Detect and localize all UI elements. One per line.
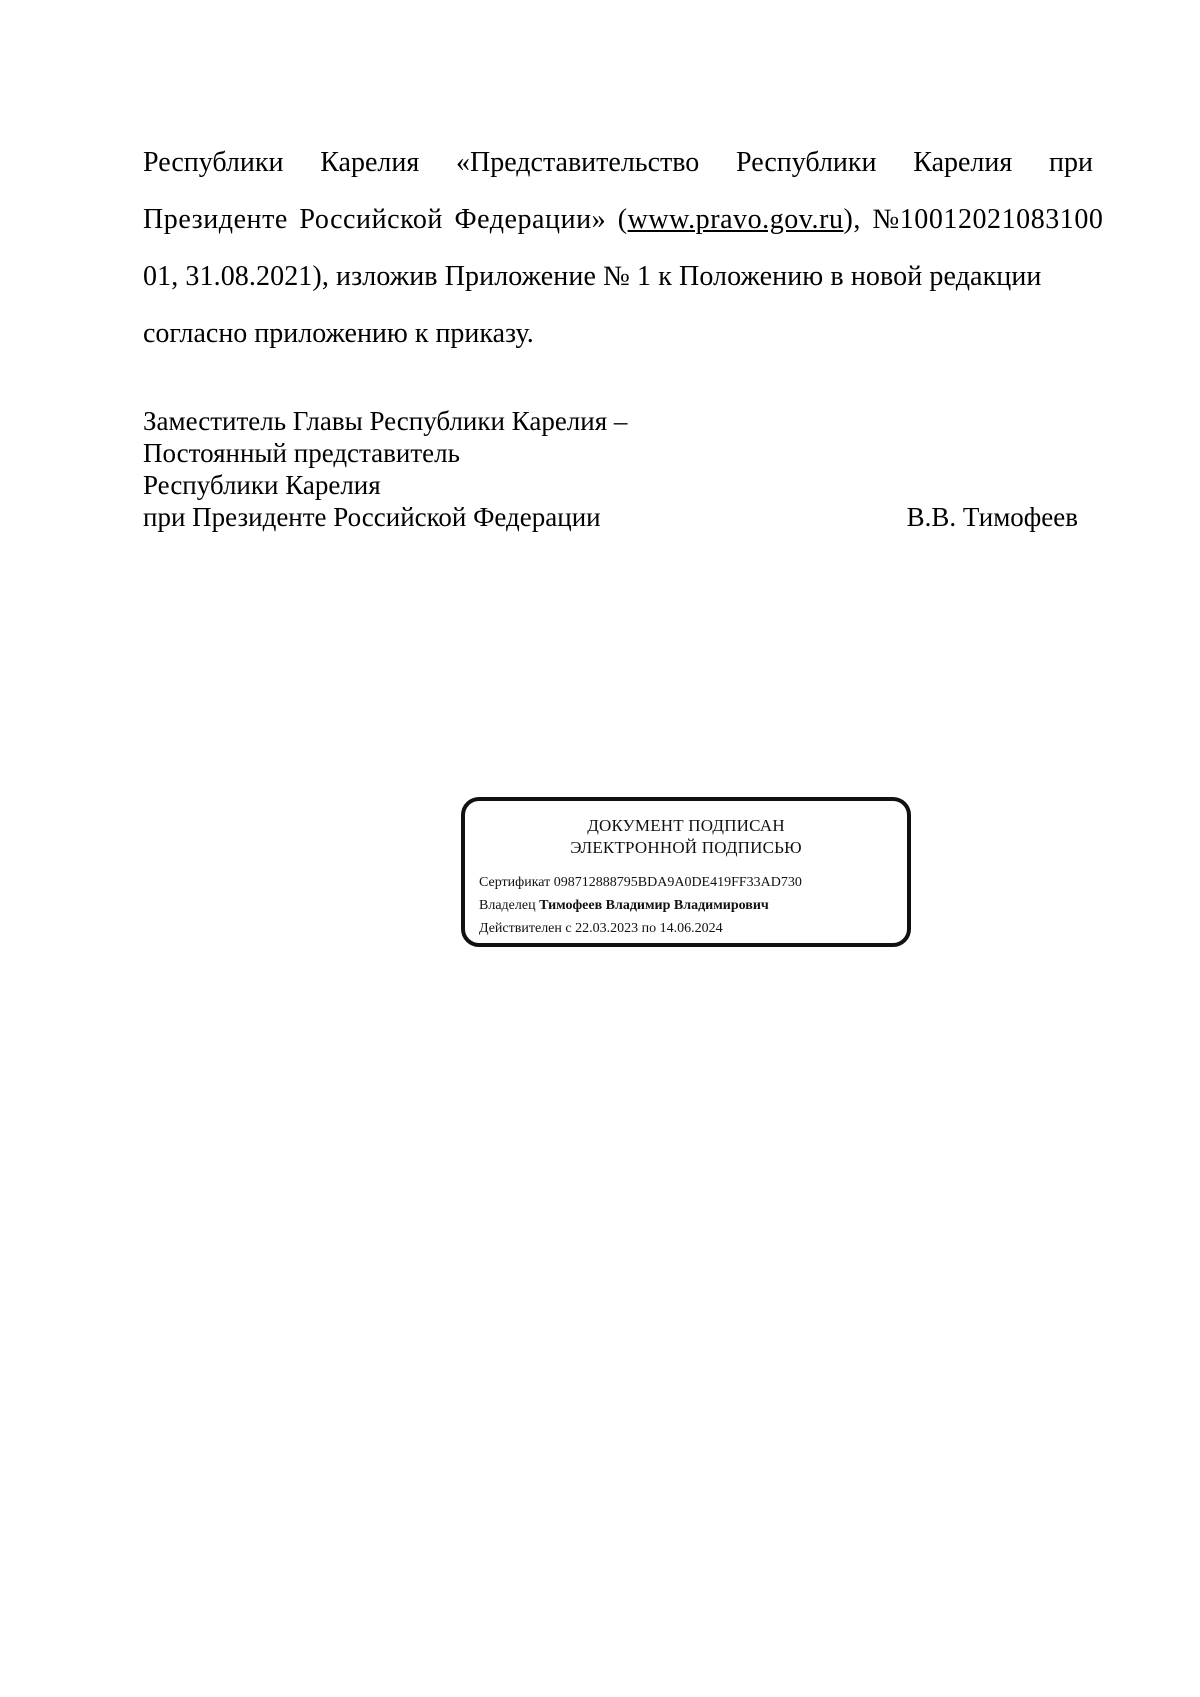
body-line-3 xyxy=(143,247,1093,307)
stamp-valid-from: 22.03.2023 xyxy=(575,921,639,936)
stamp-certificate-label: Сертификат xyxy=(479,875,551,890)
electronic-signature-stamp xyxy=(461,797,911,947)
stamp-valid-to: 14.06.2024 xyxy=(659,921,723,936)
stamp-certificate-row xyxy=(479,873,802,893)
signatory-title-line-1: Заместитель Главы Республики Карелия – xyxy=(143,406,628,436)
signatory-title-line-4: при Президенте Российской Федерации xyxy=(143,502,601,532)
body-word: при xyxy=(1049,147,1093,178)
body-word: Карелия xyxy=(913,147,1013,178)
body-word: Республики xyxy=(736,147,877,178)
body-text: согласно приложению к приказу. xyxy=(143,318,534,349)
body-line-1 xyxy=(143,133,1093,193)
stamp-validity-row xyxy=(479,919,723,939)
stamp-owner-label: Владелец xyxy=(479,898,536,913)
signatory-title-line-2: Постоянный представитель xyxy=(143,438,460,468)
stamp-valid-label: Действителен с xyxy=(479,921,572,936)
stamp-title-line-2: ЭЛЕКТРОННОЙ ПОДПИСЬЮ xyxy=(570,838,802,857)
stamp-title-line-1: ДОКУМЕНТ ПОДПИСАН xyxy=(587,816,785,835)
signatory-title-line-3: Республики Карелия xyxy=(143,470,381,500)
body-text: 01, 31.08.2021), изложив Приложение № 1 к Положению в новой редакции xyxy=(143,261,1042,292)
pravo-link[interactable]: www.pravo.gov.ru xyxy=(627,204,844,235)
body-word: Карелия xyxy=(320,147,420,178)
body-line-2 xyxy=(143,190,1104,250)
stamp-valid-to-label: по xyxy=(641,921,657,936)
body-line-4 xyxy=(143,304,1093,364)
body-text: Президенте Российской Федерации» ( xyxy=(143,204,628,235)
stamp-certificate-value: 098712888795BDA9A0DE419FF33AD730 xyxy=(553,875,802,890)
stamp-owner-row xyxy=(479,896,769,916)
signatory-name: В.В. Тимофеев xyxy=(906,502,1078,532)
body-word: «Представительство xyxy=(456,147,700,178)
body-text: ), №10012021083100 xyxy=(843,204,1104,235)
body-word: Республики xyxy=(143,147,284,178)
stamp-owner-value: Тимофеев Владимир Владимирович xyxy=(539,898,769,913)
